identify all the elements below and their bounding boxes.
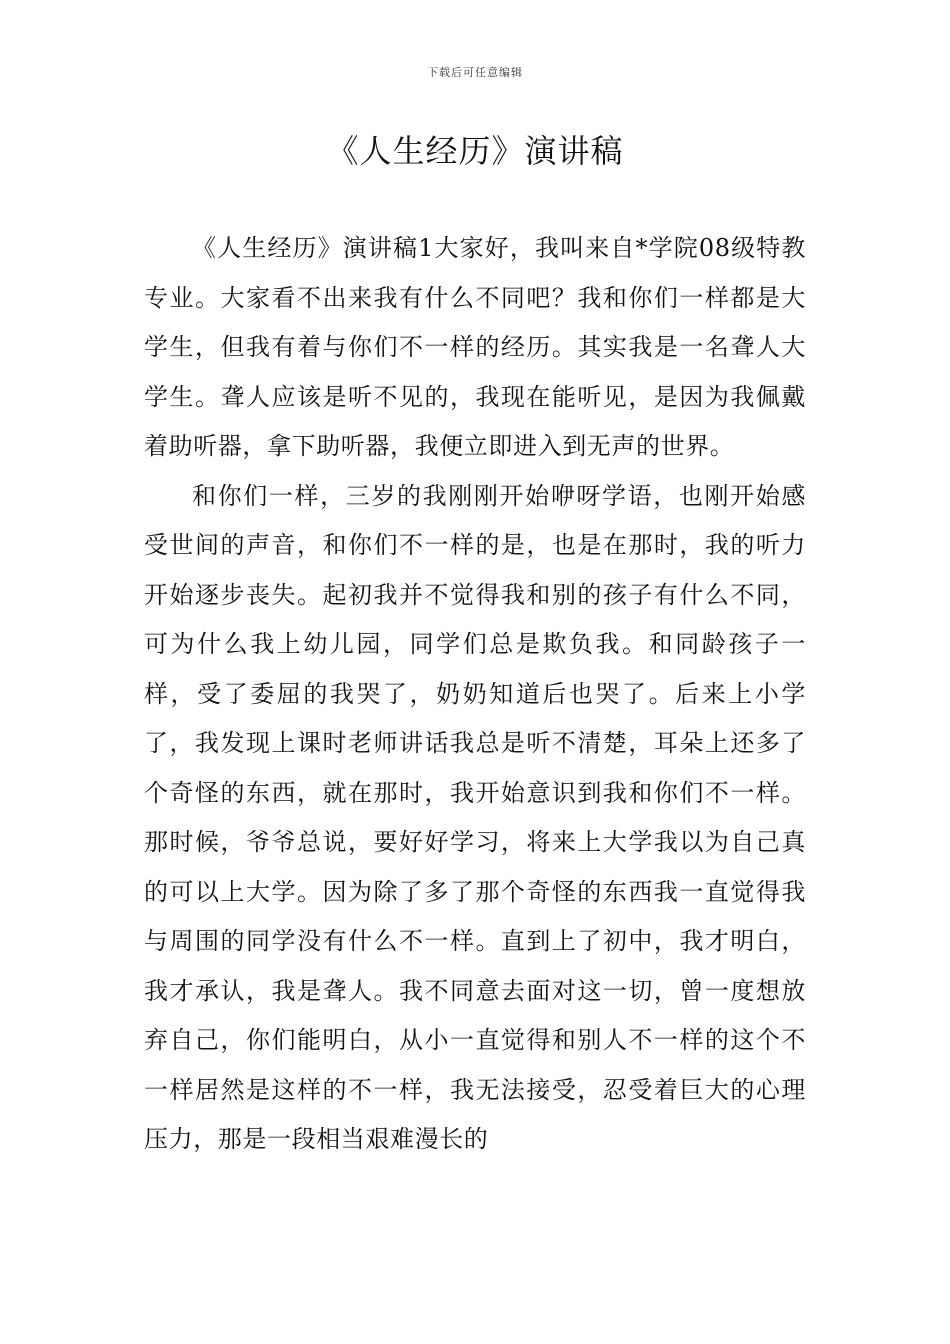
paragraph: 和你们一样，三岁的我刚刚开始咿呀学语，也刚开始感受世间的声音，和你们不一样的是，也是在那时，我的听力开始逐步丧失。起初我并不觉得我和别的孩子有什么不同，可为什么我上幼儿园，同学们总是欺负我。和同龄孩子一样，受了委屈的我哭了，奶奶知道后也哭了。后来上小学了，我发现上课时老师讲话我总是听不清楚，耳朵上还多了个奇怪的东西，就在那时，我开始意识到我和你们不一样。那时候，爷爷总说，要好好学习，将来上大学我以为自己真的可以上大学。因为除了多了那个奇怪的东西我一直觉得我与周围的同学没有什么不一样。直到上了初中，我才明白，我才承认，我是聋人。我不同意去面对这一切，曾一度想放弃自己，你们能明白，从小一直觉得和别人不一样的这个不一样居然是这样的不一样，我无法接受，忍受着巨大的心理压力，那是一段相当艰难漫长的 (144, 481, 806, 1153)
document-title: 《人生经历》演讲稿 (326, 132, 624, 170)
document-body (144, 224, 806, 1165)
paragraph: 《人生经历》演讲稿1大家好，我叫来自*学院08级特教专业。大家看不出来我有什么不同吧？我和你们一样都是大学生，但我有着与你们不一样的经历。其实我是一名聋人大学生。聋人应该是听不见的，我现在能听见，是因为我佩戴着助听器，拿下助听器，我便立即进入到无声的世界。 (144, 234, 806, 460)
header-note: 下载后可任意编辑 (427, 66, 523, 79)
